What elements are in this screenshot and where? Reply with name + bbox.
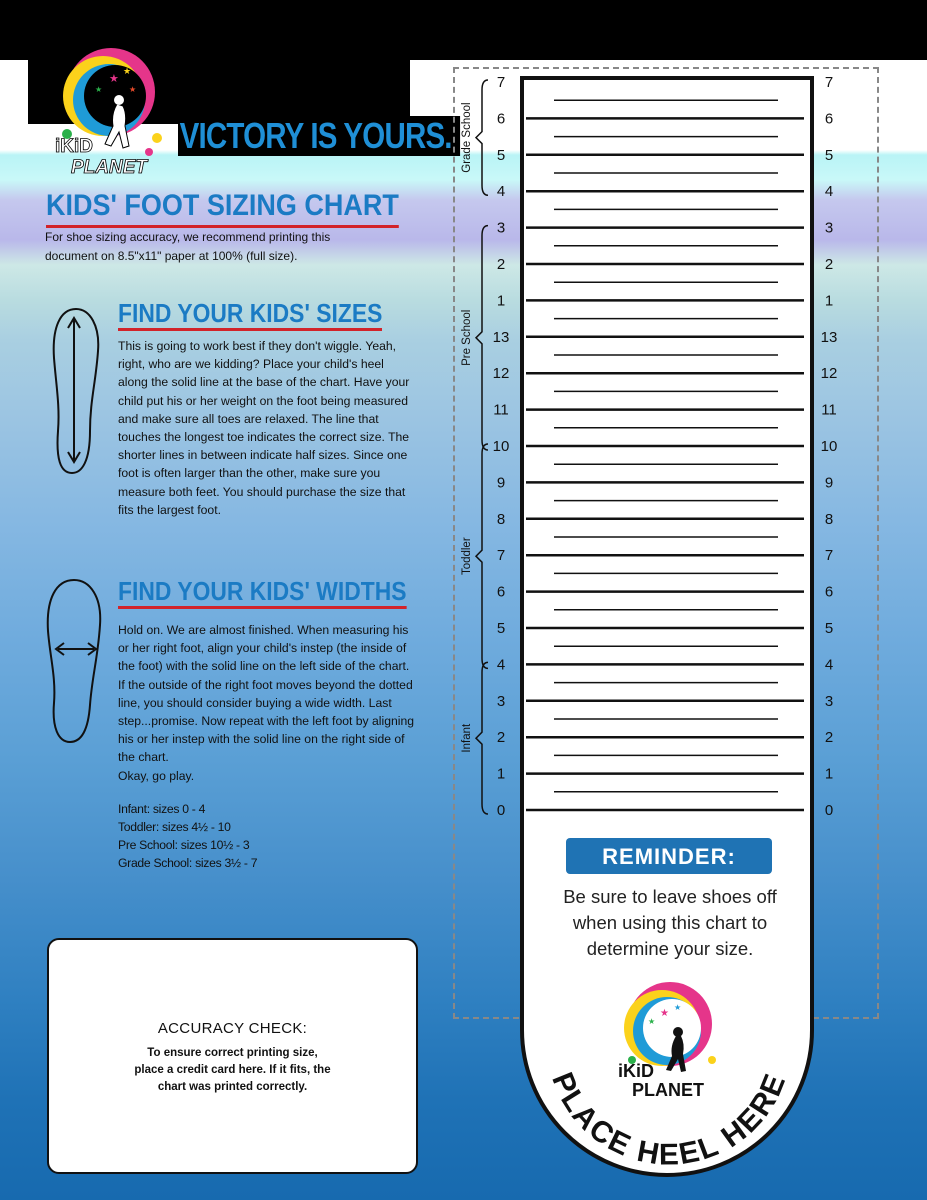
svg-text:★: ★ — [129, 85, 137, 94]
logo-name-bottom: PLANET — [71, 157, 147, 178]
widths-heading: FIND YOUR KIDS' WIDTHS — [118, 576, 406, 609]
bracket-label: Pre School — [461, 309, 473, 366]
size-label-right: 10 — [820, 438, 838, 455]
small-logo-name-bottom: PLANET — [632, 1080, 704, 1100]
accuracy-check-text: To ensure correct printing size, place a credit card here. If it fits, the chart was printed correctly. — [134, 1047, 331, 1093]
size-label-left: 12 — [492, 365, 510, 383]
size-label-left: 7 — [496, 74, 506, 91]
size-label-right: 8 — [824, 510, 834, 528]
size-label-left: 11 — [493, 401, 509, 419]
size-label-left: 3 — [496, 219, 506, 237]
size-label-left: 2 — [496, 256, 506, 273]
svg-text:★: ★ — [674, 1003, 682, 1012]
svg-text:★: ★ — [648, 1017, 656, 1026]
size-label-right: 9 — [824, 474, 834, 492]
size-label-right: 7 — [824, 547, 834, 565]
bracket-label: Grade School — [461, 102, 473, 173]
small-logo-name-top: iKiD — [618, 1061, 654, 1081]
heel-instruction: PLACE HEEL HERE — [545, 1068, 793, 1172]
size-label-right: 4 — [824, 183, 834, 201]
size-label-left: 6 — [496, 110, 506, 128]
intro-text: For shoe sizing accuracy, we recommend printing this document on 8.5"x11" paper at 100% (full size). — [45, 230, 331, 263]
svg-text:★: ★ — [95, 85, 103, 94]
size-label-left: 13 — [492, 328, 510, 346]
size-label-right: 11 — [821, 401, 837, 419]
bracket-label: Infant — [461, 723, 473, 753]
bracket-label: Toddler — [461, 537, 473, 576]
size-label-left: 2 — [496, 729, 506, 747]
size-label-left: 5 — [496, 146, 506, 164]
size-label-left: 4 — [496, 183, 506, 201]
reminder-badge: REMINDER: — [566, 838, 772, 874]
size-label-right: 1 — [824, 765, 834, 783]
bracket-toddler — [461, 444, 488, 668]
size-label-right: 5 — [824, 146, 834, 164]
size-range-toddler: Toddler: sizes 4½ - 10 — [118, 820, 231, 834]
size-label-right: 7 — [824, 74, 834, 91]
size-label-left: 9 — [496, 474, 506, 492]
logo-name-top: iKiD — [55, 136, 93, 157]
sizes-heading: FIND YOUR KIDS' SIZES — [118, 298, 382, 331]
size-label-right: 1 — [824, 292, 834, 310]
tagline: VICTORY IS YOURS. — [178, 116, 460, 156]
size-label-right: 12 — [820, 365, 838, 383]
size-range-preschool: Pre School: sizes 10½ - 3 — [118, 838, 250, 852]
size-label-right: 2 — [824, 256, 834, 273]
widths-closing: Okay, go play. — [118, 768, 195, 783]
widths-text: Hold on. We are almost finished. When measuring his or her right foot, align your child's instep (the inside of the foot) with the solid line on the left side of the chart. If the outside of the right foot moves beyond the dotted line, you should consider buying a wide width. Last step...promise. Now repeat with the left foot by aligning his or her instep with the solid line on the right side of the chart. — [118, 623, 415, 765]
size-label-left: 8 — [496, 510, 506, 528]
svg-text:★: ★ — [109, 72, 119, 85]
size-label-right: 2 — [824, 729, 834, 747]
size-label-right: 5 — [824, 620, 834, 637]
size-range-gradeschool: Grade School: sizes 3½ - 7 — [118, 856, 258, 870]
bracket-infant — [461, 662, 488, 814]
size-label-left: 3 — [496, 692, 506, 710]
size-label-left: 0 — [496, 802, 506, 819]
size-label-left: 4 — [496, 656, 506, 674]
svg-text:★: ★ — [660, 1008, 669, 1019]
reminder-text: Be sure to leave shoes off when using this chart to determine your size. — [563, 886, 777, 959]
size-label-left: 5 — [496, 620, 506, 637]
size-label-right: 4 — [824, 656, 834, 674]
size-range-infant: Infant: sizes 0 - 4 — [118, 802, 206, 816]
bracket-grade-school — [461, 80, 488, 195]
size-label-right: 0 — [824, 802, 834, 819]
sizes-instructions: This is going to work best if they don't wiggle. Yeah, right, who are we kidding? Place your child's heel along the solid line at the base of the chart. Have your child put his or her weight on the foot being measured and make sure all toes are relaxed. The line that touches the longest toe indicates the correct size. The shorter lines in between indicate half sizes. Since one foot is often larger than the other, make sure you measure both feet. You should purchase the size that fits the largest foot. — [118, 339, 410, 517]
size-label-left: 6 — [496, 583, 506, 601]
size-label-left: 1 — [496, 292, 506, 310]
size-label-left: 1 — [496, 765, 506, 783]
size-label-left: 10 — [492, 438, 510, 455]
size-label-right: 13 — [820, 328, 838, 346]
bracket-pre-school — [461, 226, 488, 450]
svg-text:★: ★ — [123, 67, 132, 77]
size-label-left: 7 — [496, 547, 506, 565]
size-label-right: 6 — [824, 110, 834, 128]
size-label-right: 3 — [824, 692, 834, 710]
page-title: KIDS' FOOT SIZING CHART — [46, 188, 399, 228]
accuracy-check-title: ACCURACY CHECK: — [157, 1020, 308, 1037]
size-label-right: 6 — [824, 583, 834, 601]
size-label-right: 3 — [824, 219, 834, 237]
